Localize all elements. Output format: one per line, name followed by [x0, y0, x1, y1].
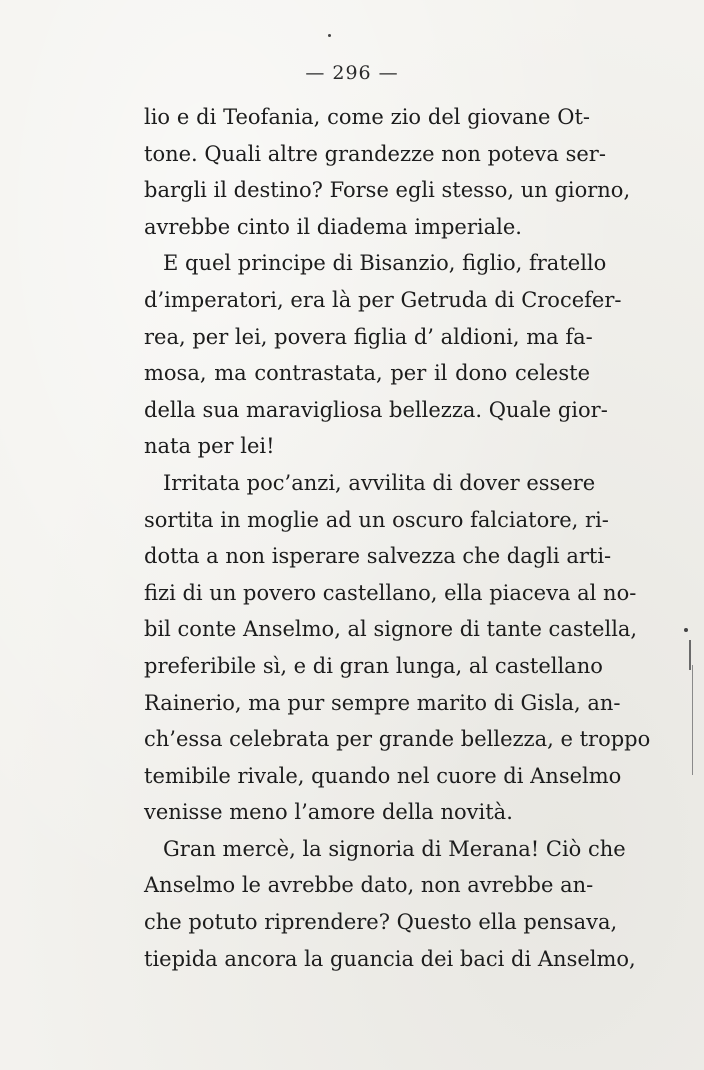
paragraph-3 [144, 465, 651, 831]
text-line: bargli il destino? Forse egli stesso, un giorno, [144, 178, 631, 203]
text-line: Gran mercè, la signoria di Merana! Ciò che [163, 836, 626, 861]
text-line: temibile rivale, quando nel cuore di Anselmo [144, 763, 622, 788]
text-line: Anselmo le avrebbe dato, non avrebbe an- [144, 873, 594, 898]
text-line: che potuto riprendere? Questo ella pensava, [144, 910, 618, 935]
paragraph-1 [144, 99, 631, 245]
text-line: ch’essa celebrata per grande bellezza, e troppo [144, 727, 651, 752]
text-line: mosa, ma contrastata, per il dono celeste [144, 361, 590, 386]
margin-mark [692, 665, 693, 775]
text-line: bil conte Anselmo, al signore di tante castella, [144, 617, 638, 642]
text-line: dotta a non isperare salvezza che dagli arti- [144, 544, 612, 569]
margin-mark [689, 640, 691, 670]
text-line: sortita in moglie ad un oscuro falciatore, ri- [144, 507, 609, 532]
text-line: rea, per lei, povera figlia d’ aldioni, ma fa- [144, 324, 593, 349]
text-line: d’imperatori, era là per Getruda di Crocefer- [144, 287, 622, 312]
body-text [144, 99, 651, 977]
text-line: della sua maravigliosa bellezza. Quale gior- [144, 397, 608, 422]
text-line: nata per lei! [144, 434, 275, 459]
paragraph-2 [144, 245, 622, 465]
paragraph-4 [144, 831, 636, 977]
text-line: Rainerio, ma pur sempre marito di Gisla, an- [144, 690, 621, 715]
text-line: avrebbe cinto il diadema imperiale. [144, 214, 522, 239]
paper-speck [684, 628, 688, 632]
text-line: fizi di un povero castellano, ella piaceva al no- [144, 580, 637, 605]
paper-speck [328, 34, 331, 37]
text-line: tiepida ancora la guancia dei baci di Anselmo, [144, 946, 636, 971]
page-number: — 296 — [305, 62, 399, 84]
text-line: venisse meno l’amore della novità. [144, 800, 513, 825]
text-line: Irritata poc’anzi, avvilita di dover essere [163, 470, 596, 495]
text-line: E quel principe di Bisanzio, figlio, fratello [163, 251, 607, 276]
text-line: preferibile sì, e di gran lunga, al castellano [144, 653, 603, 678]
text-line: tone. Quali altre grandezze non poteva ser- [144, 141, 606, 166]
text-line: lio e di Teofania, come zio del giovane Ot- [144, 105, 590, 129]
